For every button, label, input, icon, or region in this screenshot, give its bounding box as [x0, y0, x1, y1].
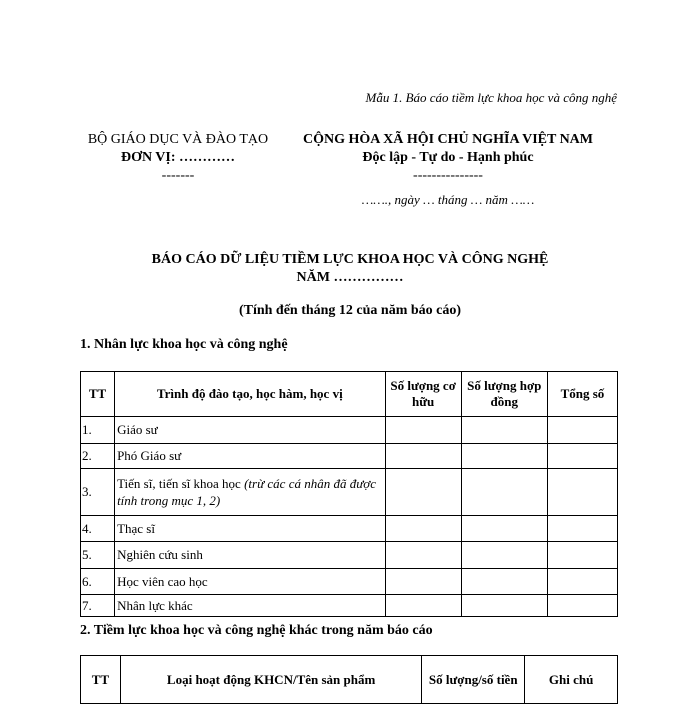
row-number: 4. [81, 516, 115, 542]
col-header-contract: Số lượng hợp đồng [461, 372, 547, 417]
cell-permanent[interactable] [385, 417, 461, 444]
row-number: 5. [81, 542, 115, 569]
col-header-permanent: Số lượng cơ hữu [385, 372, 461, 417]
cell-contract[interactable] [461, 469, 547, 516]
cell-contract[interactable] [461, 595, 547, 617]
row-label: Thạc sĩ [115, 516, 386, 542]
col-header-activity: Loại hoạt động KHCN/Tên sản phẩm [120, 656, 421, 704]
cell-contract[interactable] [461, 516, 547, 542]
report-title [60, 251, 640, 287]
row-label [115, 469, 386, 516]
cell-permanent[interactable] [385, 469, 461, 516]
cell-contract[interactable] [461, 569, 547, 595]
section2-heading: 2. Tiềm lực khoa học và công nghệ khác trong năm báo cáo [80, 623, 433, 638]
date-line: ……., ngày … tháng … năm …… [361, 192, 535, 207]
form-number: Mẫu 1. Báo cáo tiềm lực khoa học và công nghệ [365, 90, 617, 105]
table-row [81, 542, 618, 569]
left-divider: ------- [161, 168, 195, 183]
row-number: 3. [81, 469, 115, 516]
cell-total[interactable] [547, 595, 617, 617]
cell-permanent[interactable] [385, 516, 461, 542]
table-header-row [81, 372, 618, 417]
title-line-1: BÁO CÁO DỮ LIỆU TIỀM LỰC KHOA HỌC VÀ CÔNG NGHỆ [151, 252, 549, 267]
table-row [81, 469, 618, 516]
cell-total[interactable] [547, 417, 617, 444]
table-row [81, 417, 618, 444]
row-number: 7. [81, 595, 115, 617]
right-header [288, 131, 608, 185]
cell-total[interactable] [547, 569, 617, 595]
row-label: Nghiên cứu sinh [115, 542, 386, 569]
col-header-quantity: Số lượng/số tiền [422, 656, 525, 704]
cell-contract[interactable] [461, 444, 547, 469]
row-number: 6. [81, 569, 115, 595]
title-line-2: NĂM …………… [296, 270, 404, 285]
col-header-total: Tổng số [547, 372, 617, 417]
cell-permanent[interactable] [385, 595, 461, 617]
cell-total[interactable] [547, 516, 617, 542]
report-subtitle: (Tính đến tháng 12 của năm báo cáo) [238, 303, 462, 318]
row-label: Nhân lực khác [115, 595, 386, 617]
table-row [81, 444, 618, 469]
right-divider: --------------- [413, 168, 483, 183]
other-capacity-table [80, 655, 618, 704]
cell-permanent[interactable] [385, 542, 461, 569]
cell-permanent[interactable] [385, 569, 461, 595]
cell-total[interactable] [547, 444, 617, 469]
row-label: Phó Giáo sư [115, 444, 386, 469]
col-header-notes: Ghi chú [525, 656, 618, 704]
cell-total[interactable] [547, 469, 617, 516]
personnel-table [80, 371, 618, 617]
row-label-text: Tiến sĩ, tiến sĩ khoa học [117, 476, 245, 491]
row-label: Giáo sư [115, 417, 386, 444]
col-header-level: Trình độ đào tạo, học hàm, học vị [115, 372, 386, 417]
cell-contract[interactable] [461, 542, 547, 569]
section1-heading: 1. Nhân lực khoa học và công nghệ [80, 337, 288, 352]
table-row [81, 516, 618, 542]
cell-total[interactable] [547, 542, 617, 569]
left-header [78, 131, 278, 185]
col-header-tt: TT [81, 372, 115, 417]
table-row [81, 569, 618, 595]
row-number: 1. [81, 417, 115, 444]
col-header-tt: TT [81, 656, 121, 704]
motto: Độc lập - Tự do - Hạnh phúc [362, 150, 534, 165]
table-row [81, 595, 618, 617]
unit-name: ĐƠN VỊ: ………… [120, 150, 236, 165]
row-number: 2. [81, 444, 115, 469]
country-name: CỘNG HÒA XÃ HỘI CHỦ NGHĨA VIỆT NAM [302, 132, 593, 147]
row-label-note: (trừ các cá nhân đã được tính trong mục 1, 2) [117, 476, 377, 508]
row-label: Học viên cao học [115, 569, 386, 595]
table-header-row [81, 656, 618, 704]
cell-contract[interactable] [461, 417, 547, 444]
cell-permanent[interactable] [385, 444, 461, 469]
ministry-name: BỘ GIÁO DỤC VÀ ĐÀO TẠO [87, 132, 269, 147]
